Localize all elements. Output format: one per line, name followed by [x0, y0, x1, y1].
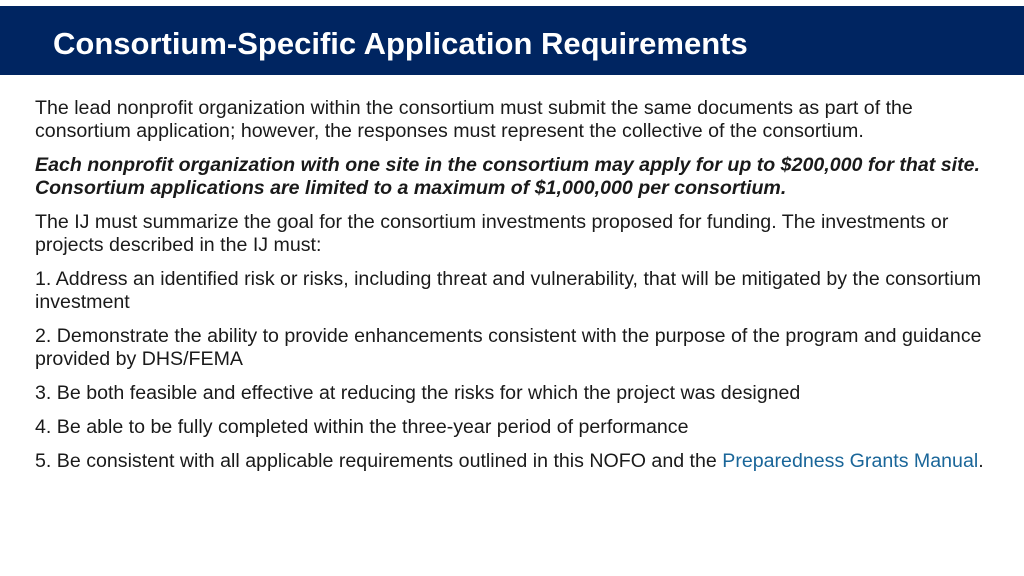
list-item-5	[35, 450, 1000, 473]
list-item-5-period: .	[978, 450, 984, 472]
preparedness-grants-manual-link[interactable]: Preparedness Grants Manual	[722, 450, 979, 472]
list-item-3: 3. Be both feasible and effective at reducing the risks for which the project was designed	[35, 382, 801, 404]
list-item-2: 2. Demonstrate the ability to provide enhancements consistent with the purpose of the program and guidance provided by DHS/FEMA	[35, 325, 982, 370]
slide-body	[35, 97, 1000, 484]
list-item-5-text: 5. Be consistent with all applicable requirements outlined in this NOFO and the	[35, 450, 723, 472]
summary-paragraph: The IJ must summarize the goal for the consortium investments proposed for funding. The investments or projects described in the IJ must:	[35, 211, 949, 256]
page-title: Consortium-Specific Application Requirements	[53, 26, 748, 61]
funding-limits-paragraph: Each nonprofit organization with one site in the consortium may apply for up to $200,000 for that site. Consortium applications are limited to a maximum of $1,000,000 per consortium.	[35, 154, 980, 199]
list-item-1: 1. Address an identified risk or risks, including threat and vulnerability, that will be mitigated by the consortium investment	[35, 268, 982, 313]
header-bar	[0, 6, 1024, 75]
list-item-4: 4. Be able to be fully completed within the three-year period of performance	[35, 416, 689, 438]
intro-paragraph: The lead nonprofit organization within the consortium must submit the same documents as part of the consortium application; however, the responses must represent the collective of the consortium.	[35, 97, 913, 142]
